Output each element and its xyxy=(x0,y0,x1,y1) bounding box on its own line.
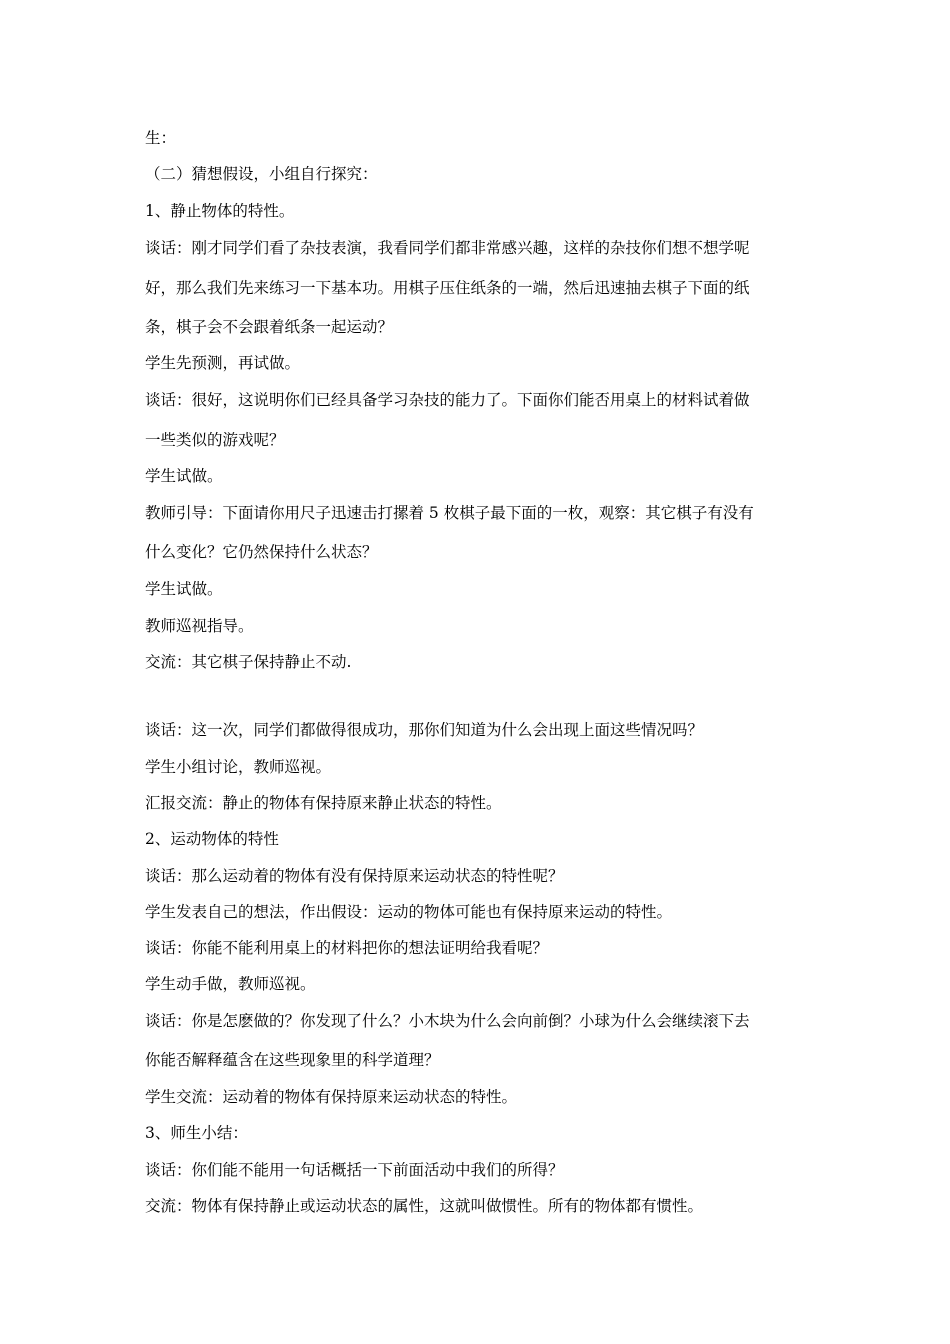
text-line: 学生交流：运动着的物体有保持原来运动状态的特性。 xyxy=(145,1088,518,1106)
text-line: 条，棋子会不会跟着纸条一起运动？ xyxy=(145,318,394,336)
text-line: 谈话：很好，这说明你们已经具备学习杂技的能力了。下面你们能否用桌上的材料试着做 xyxy=(145,391,750,409)
subsection-heading: 2、运动物体的特性 xyxy=(145,830,279,848)
text-line: 好，那么我们先来练习一下基本功。用棋子压住纸条的一端，然后迅速抽去棋子下面的纸 xyxy=(145,279,750,297)
text-line: 交流：其它棋子保持静止不动. xyxy=(145,653,352,671)
text-line: 学生发表自己的想法，作出假设：运动的物体可能也有保持原来运动的特性。 xyxy=(145,903,673,921)
subsection-heading: 3、师生小结： xyxy=(145,1124,248,1142)
text-line: 什么变化？它仍然保持什么状态？ xyxy=(145,543,378,561)
text-line: 谈话：你能不能利用桌上的材料把你的想法证明给我看呢？ xyxy=(145,939,549,957)
text-line: 学生试做。 xyxy=(145,580,223,598)
text-line: 交流：物体有保持静止或运动状态的属性，这就叫做惯性。所有的物体都有惯性。 xyxy=(145,1197,704,1215)
text-line: 学生先预测，再试做。 xyxy=(145,354,301,372)
text-line: 学生动手做，教师巡视。 xyxy=(145,975,316,993)
section-heading: （二）猜想假设，小组自行探究： xyxy=(145,165,378,183)
text-line: 谈话：这一次，同学们都做得很成功，那你们知道为什么会出现上面这些情况吗？ xyxy=(145,721,704,739)
text-line: 生： xyxy=(145,129,177,147)
text-line: 汇报交流：静止的物体有保持原来静止状态的特性。 xyxy=(145,794,502,812)
text-line: 学生小组讨论，教师巡视。 xyxy=(145,758,332,776)
text-line: 谈话：你是怎麽做的？你发现了什么？小木块为什么会向前倒？小球为什么会继续滚下去 xyxy=(145,1012,750,1030)
text-line: 教师巡视指导。 xyxy=(145,617,254,635)
text-line: 谈话：你们能不能用一句话概括一下前面活动中我们的所得？ xyxy=(145,1161,564,1179)
text-line: 你能否解释蕴含在这些现象里的科学道理？ xyxy=(145,1051,440,1069)
text-line: 谈话：那么运动着的物体有没有保持原来运动状态的特性呢？ xyxy=(145,867,564,885)
text-line: 学生试做。 xyxy=(145,467,223,485)
subsection-heading: 1、静止物体的特性。 xyxy=(145,202,295,220)
text-line: 教师引导：下面请你用尺子迅速击打摞着 5 枚棋子最下面的一枚，观察：其它棋子有没有 xyxy=(145,504,754,522)
text-line: 一些类似的游戏呢？ xyxy=(145,431,285,449)
text-line: 谈话：刚才同学们看了杂技表演，我看同学们都非常感兴趣，这样的杂技你们想不想学呢 xyxy=(145,239,750,257)
